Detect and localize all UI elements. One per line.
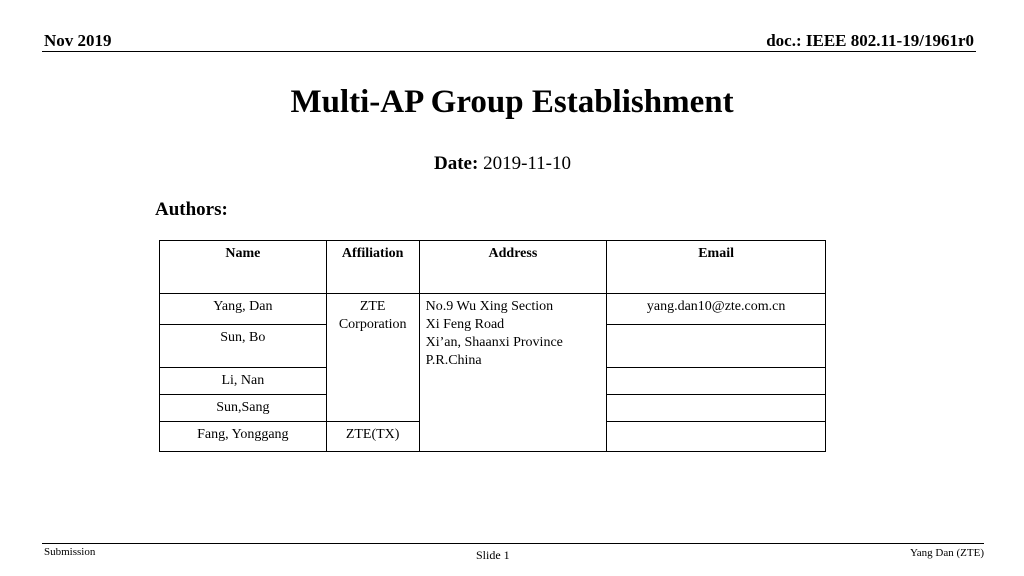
footer-rule — [42, 543, 984, 544]
author-email: yang.dan10@zte.com.cn — [607, 294, 826, 325]
author-name: Fang, Yonggang — [160, 422, 327, 452]
authors-table — [159, 240, 826, 452]
table-header-row — [160, 241, 826, 294]
address-cell — [419, 294, 607, 452]
author-email-empty — [607, 395, 826, 422]
footer-author: Yang Dan (ZTE) — [909, 547, 984, 559]
header-email: Email — [607, 241, 826, 294]
author-name: Yang, Dan — [160, 294, 327, 325]
address-line: Xi Feng Road — [425, 317, 505, 332]
affiliation-cell: ZTE(TX) — [326, 422, 419, 452]
affiliation-line: ZTE — [359, 299, 386, 314]
address-line: No.9 Wu Xing Section — [425, 299, 554, 314]
author-email-empty — [607, 422, 826, 452]
header-name: Name — [160, 241, 327, 294]
table-row — [160, 294, 826, 325]
header-date: Nov 2019 — [44, 31, 112, 50]
date-line — [434, 153, 571, 175]
footer-submission: Submission — [44, 546, 96, 558]
slide-title: Multi-AP Group Establishment — [290, 84, 734, 120]
header-doc-id: doc.: IEEE 802.11-19/1961r0 — [766, 31, 974, 50]
date-value: 2019-11-10 — [483, 153, 572, 174]
author-email-empty — [607, 368, 826, 395]
author-email-empty — [607, 325, 826, 368]
author-name: Li, Nan — [160, 368, 327, 395]
header-affiliation: Affiliation — [326, 241, 419, 294]
address-line: P.R.China — [425, 353, 482, 368]
authors-label: Authors: — [155, 199, 228, 220]
footer-slide-number: Slide 1 — [476, 548, 510, 562]
affiliation-cell — [326, 294, 419, 422]
header-address: Address — [419, 241, 607, 294]
date-label: Date: — [434, 153, 479, 174]
address-line: Xi’an, Shaanxi Province — [425, 335, 563, 350]
author-name: Sun, Bo — [160, 325, 327, 368]
header-rule — [42, 51, 976, 52]
author-name: Sun,Sang — [160, 395, 327, 422]
affiliation-line: Corporation — [338, 317, 407, 332]
